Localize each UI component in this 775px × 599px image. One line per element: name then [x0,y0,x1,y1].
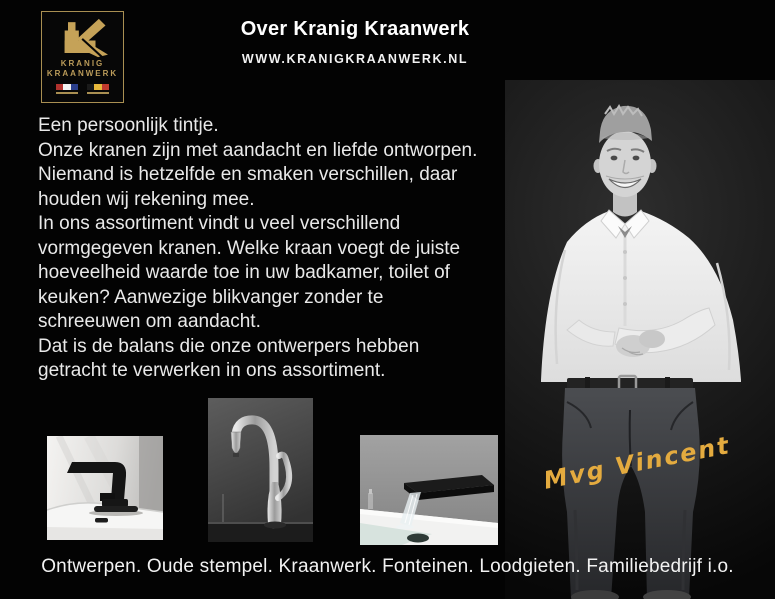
website-link[interactable]: WWW.KRANIGKRAANWERK.NL [241,52,469,66]
about-text-line: In ons assortiment vindt u veel verschillend [38,213,401,234]
page-title: Over Kranig Kraanwerk [240,18,470,40]
about-text [38,114,518,384]
about-text-line: getracht te verwerken in ons assortiment. [38,360,386,381]
country-flags [56,84,109,94]
about-text-line: schreeuwen om aandacht. [38,311,261,332]
about-text-line: Onze kranen zijn met aandacht en liefde ontworpen. [38,139,478,161]
brand-logo [41,11,124,103]
about-text-line: hoeveelheid waarde toe in uw badkamer, toilet of [38,262,450,283]
portrait-photo [505,80,775,599]
product-image-black-waterfall-bath-spout [360,435,498,545]
about-text-line: houden wij rekening mee. [38,188,255,210]
kranig-k-monogram-icon [58,17,108,59]
about-text-line: vormgegeven kranen. Welke kraan voegt de juiste [38,237,461,259]
portrait-illustration [505,80,775,599]
belgium-flag-icon [87,84,109,94]
product-image-black-angular-basin-faucet [47,436,163,540]
about-text-line: Niemand is hetzelfde en smaken verschillen, daar [38,164,458,185]
brand-name-line1: KRANIG [60,59,105,68]
product-image-steel-gooseneck-kitchen-faucet [208,398,313,542]
header [150,18,560,66]
handwritten-signature: Mvg Vincent [541,431,733,495]
about-text-line: Dat is de balans die onze ontwerpers hebben [38,335,420,357]
netherlands-flag-icon [56,84,78,94]
about-text-line: keuken? Aanwezige blikvanger zonder te [38,286,384,308]
about-text-line: Een persoonlijk tintje. [38,115,219,136]
keywords-caption: Ontwerpen. Oude stempel. Kraanwerk. Fonteinen. Loodgieten. Familiebedrijf i.o. [41,556,734,577]
brand-name-line2: KRAANWERK [46,69,119,78]
